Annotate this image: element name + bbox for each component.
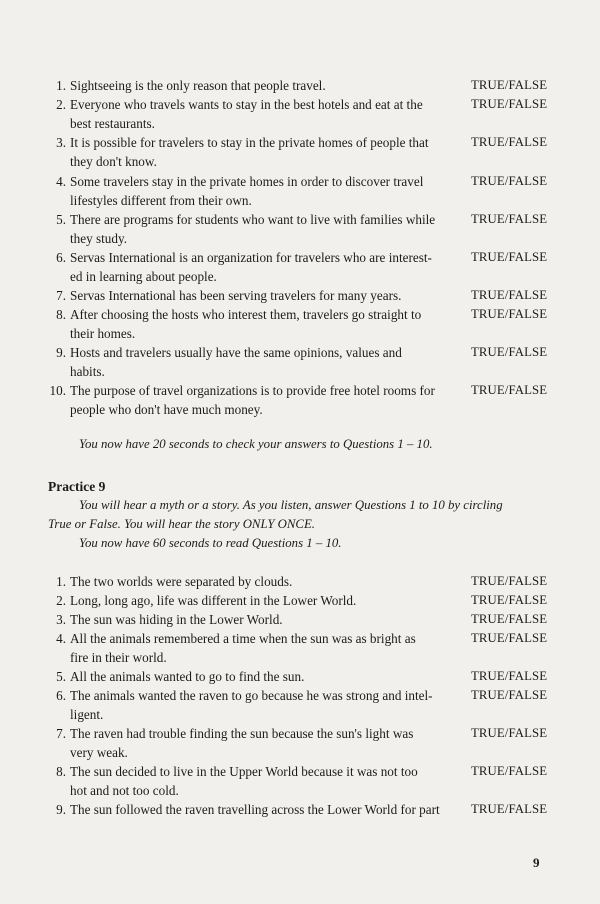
question-number: 3. — [56, 612, 66, 627]
true-false-option[interactable]: TRUE/FALSE — [471, 764, 548, 778]
question-number: 4. — [56, 174, 66, 189]
question-number: 6. — [56, 688, 66, 703]
question-text: The sun followed the raven travelling across the Lower World for part — [70, 802, 440, 817]
question-text: It is possible for travelers to stay in the private homes of people that — [70, 135, 429, 150]
question-text-continued: very weak. — [70, 745, 128, 760]
true-false-option[interactable]: TRUE/FALSE — [471, 135, 548, 149]
question-text: After choosing the hosts who interest them, travelers go straight to — [70, 307, 422, 322]
question-text-continued: lifestyles different from their own. — [70, 193, 252, 208]
question-text-continued: they study. — [70, 231, 128, 246]
question-number: 7. — [56, 726, 66, 741]
true-false-option[interactable]: TRUE/FALSE — [471, 345, 548, 359]
question-text: The purpose of travel organizations is to provide free hotel rooms for — [70, 383, 435, 398]
question-text-continued: fire in their world. — [70, 650, 167, 665]
question-text-continued: habits. — [70, 364, 105, 379]
question-text: Some travelers stay in the private homes in order to discover travel — [70, 174, 424, 189]
question-text: Long, long ago, life was different in the Lower World. — [70, 593, 357, 608]
question-text: The animals wanted the raven to go because he was strong and intel- — [70, 688, 433, 703]
question-text: Servas International has been serving travelers for many years. — [70, 288, 402, 303]
question-number: 4. — [56, 631, 66, 646]
true-false-option[interactable]: TRUE/FALSE — [471, 97, 548, 111]
question-number: 6. — [56, 250, 66, 265]
question-number: 2. — [56, 97, 66, 112]
question-number: 5. — [56, 212, 66, 227]
question-number: 7. — [56, 288, 66, 303]
true-false-option[interactable]: TRUE/FALSE — [471, 631, 548, 645]
instruction-line: True or False. You will hear the story ONLY ONCE. — [48, 517, 315, 531]
question-number: 2. — [56, 593, 66, 608]
instruction-line: You will hear a myth or a story. As you listen, answer Questions 1 to 10 by circling — [79, 498, 503, 512]
true-false-option[interactable]: TRUE/FALSE — [471, 612, 548, 626]
question-text-continued: people who don't have much money. — [70, 402, 263, 417]
question-text-continued: best restaurants. — [70, 116, 155, 131]
true-false-option[interactable]: TRUE/FALSE — [471, 250, 548, 264]
question-number: 9. — [56, 802, 66, 817]
question-text-continued: their homes. — [70, 326, 136, 341]
question-text-continued: ed in learning about people. — [70, 269, 217, 284]
question-text: All the animals wanted to go to find the sun. — [70, 669, 305, 684]
question-number: 8. — [56, 307, 66, 322]
question-number: 1. — [56, 78, 66, 93]
true-false-option[interactable]: TRUE/FALSE — [471, 669, 548, 683]
question-number: 5. — [56, 669, 66, 684]
true-false-option[interactable]: TRUE/FALSE — [471, 726, 548, 740]
question-number: 9. — [56, 345, 66, 360]
question-text-continued: they don't know. — [70, 154, 157, 169]
question-text: There are programs for students who want to live with families while — [70, 212, 436, 227]
question-number: 10. — [49, 383, 66, 398]
question-text: Hosts and travelers usually have the same opinions, values and — [70, 345, 402, 360]
question-text: The sun was hiding in the Lower World. — [70, 612, 283, 627]
question-text: Everyone who travels wants to stay in the best hotels and eat at the — [70, 97, 423, 112]
true-false-option[interactable]: TRUE/FALSE — [471, 802, 548, 816]
true-false-option[interactable]: TRUE/FALSE — [471, 574, 548, 588]
instruction-line: You now have 60 seconds to read Questions 1 – 10. — [79, 536, 342, 550]
true-false-option[interactable]: TRUE/FALSE — [471, 174, 548, 188]
question-number: 8. — [56, 764, 66, 779]
question-number: 3. — [56, 135, 66, 150]
question-text-continued: ligent. — [70, 707, 104, 722]
true-false-option[interactable]: TRUE/FALSE — [471, 307, 548, 321]
question-text: Servas International is an organization for travelers who are interest- — [70, 250, 432, 265]
page-number: 9 — [533, 855, 540, 870]
question-text: Sightseeing is the only reason that people travel. — [70, 78, 326, 93]
true-false-option[interactable]: TRUE/FALSE — [471, 383, 548, 397]
question-text: The raven had trouble finding the sun because the sun's light was — [70, 726, 414, 741]
question-text: All the animals remembered a time when the sun was as bright as — [70, 631, 416, 646]
true-false-option[interactable]: TRUE/FALSE — [471, 288, 548, 302]
question-number: 1. — [56, 574, 66, 589]
question-text: The sun decided to live in the Upper World because it was not too — [70, 764, 418, 779]
true-false-option[interactable]: TRUE/FALSE — [471, 78, 548, 92]
check-answers-note: You now have 20 seconds to check your answers to Questions 1 – 10. — [79, 437, 433, 451]
true-false-option[interactable]: TRUE/FALSE — [471, 593, 548, 607]
true-false-option[interactable]: TRUE/FALSE — [471, 212, 548, 226]
section-heading: Practice 9 — [48, 479, 106, 494]
question-text-continued: hot and not too cold. — [70, 783, 179, 798]
question-text: The two worlds were separated by clouds. — [70, 574, 293, 589]
true-false-option[interactable]: TRUE/FALSE — [471, 688, 548, 702]
